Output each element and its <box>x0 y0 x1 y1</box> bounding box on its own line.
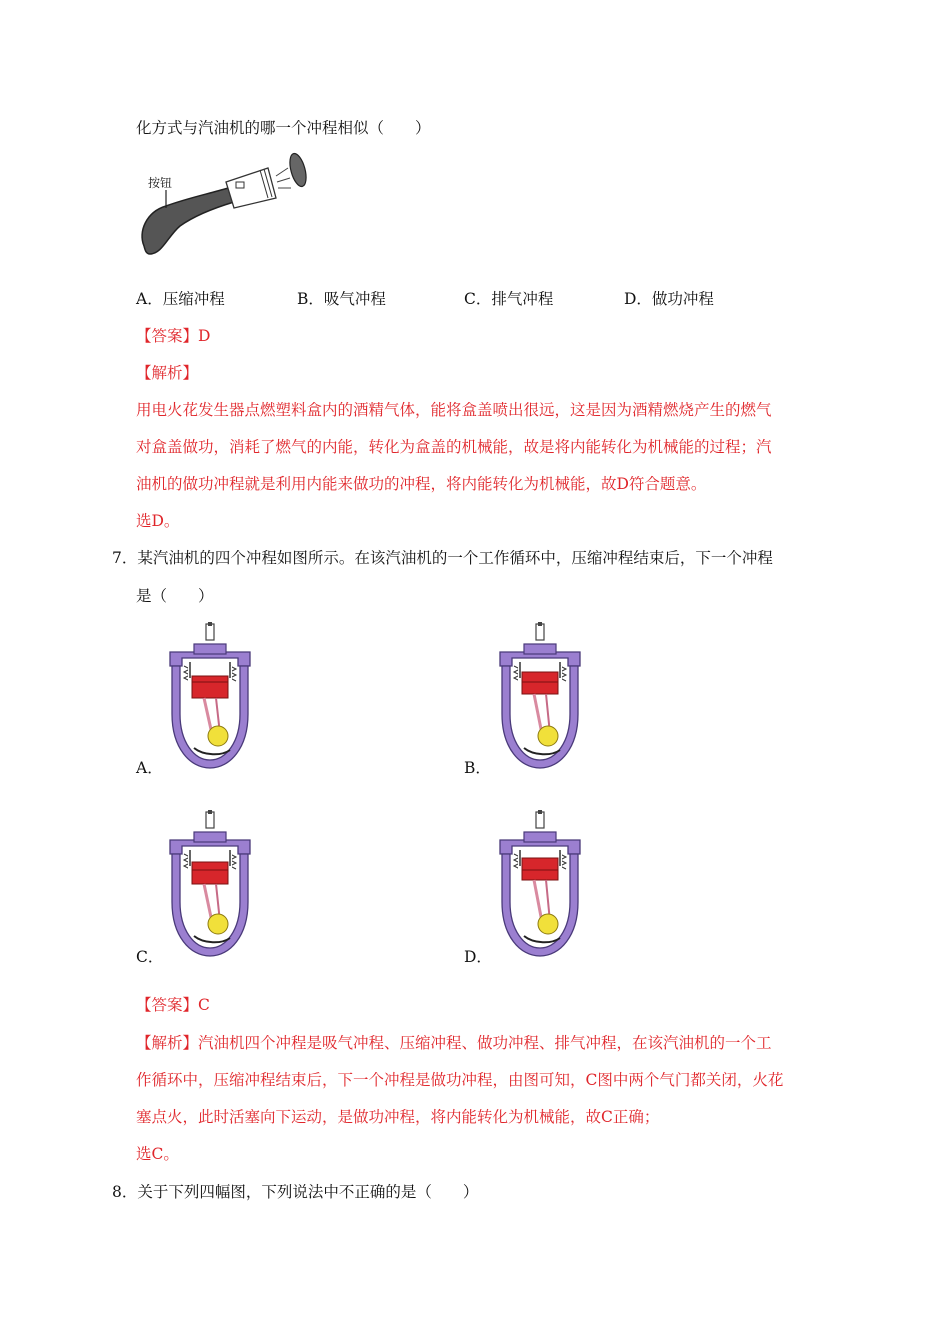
q6-spark-igniter-figure <box>136 150 316 262</box>
q7-conclusion: 选C。 <box>136 1145 179 1163</box>
q7-stem: 7．某汽油机的四个冲程如图所示。在该汽油机的一个工作循环中，压缩冲程结束后，下一个冲程 <box>112 549 773 567</box>
q7-answer: 【答案】C <box>136 996 210 1014</box>
engine-label-c: C． <box>136 948 164 966</box>
q6-analysis-line: 对盒盖做功，消耗了燃气的内能，转化为盒盖的机械能，故是将内能转化为机械能的过程；汽 <box>136 438 772 456</box>
q7-analysis-line: 塞点火，此时活塞向下运动，是做功冲程，将内能转化为机械能，故C正确； <box>136 1108 660 1126</box>
q7-analysis-line: 作循环中，压缩冲程结束后，下一个冲程是做功冲程，由图可知，C图中两个气门都关闭，火花 <box>136 1071 784 1089</box>
engine-label-a: A． <box>136 759 163 777</box>
engine-label-d: D． <box>464 948 492 966</box>
spark-igniter-illustration <box>136 150 316 262</box>
engine-figure-d <box>494 810 586 962</box>
q6-stem-tail: 化方式与汽油机的哪一个冲程相似（ ） <box>136 119 431 137</box>
q6-option-a: A．压缩冲程 <box>136 290 225 308</box>
q6-option-d: D．做功冲程 <box>624 290 714 308</box>
engine-figure-c <box>164 810 256 962</box>
engine-diagram <box>164 622 256 770</box>
engine-diagram <box>494 810 586 958</box>
engine-diagram <box>164 810 256 958</box>
q6-analysis-line: 油机的做功冲程就是利用内能来做功的冲程，将内能转化为机械能，故D符合题意。 <box>136 475 707 493</box>
engine-figure-a <box>164 622 256 774</box>
q6-option-b: B．吸气冲程 <box>297 290 386 308</box>
q7-analysis-first-line <box>136 1033 772 1053</box>
q6-analysis-title: 【解析】 <box>136 364 199 382</box>
q6-option-c: C．排气冲程 <box>464 290 554 308</box>
q6-answer: 【答案】D <box>136 327 211 345</box>
q7-stem: 是（ ） <box>136 587 214 605</box>
q7-analysis-title: 【解析】 <box>136 1034 199 1052</box>
engine-diagram <box>494 622 586 770</box>
q6-conclusion: 选D。 <box>136 512 180 530</box>
q7-analysis-text: 汽油机四个冲程是吸气冲程、压缩冲程、做功冲程、排气冲程，在该汽油机的一个工 <box>198 1034 772 1052</box>
q6-analysis-line: 用电火花发生器点燃塑料盒内的酒精气体，能将盒盖喷出很远，这是因为酒精燃烧产生的燃气 <box>136 401 772 419</box>
button-label: 按钮 <box>148 176 173 190</box>
q8-stem: 8．关于下列四幅图，下列说法中不正确的是（ ） <box>112 1183 479 1201</box>
engine-label-b: B． <box>464 759 491 777</box>
engine-figure-b <box>494 622 586 774</box>
